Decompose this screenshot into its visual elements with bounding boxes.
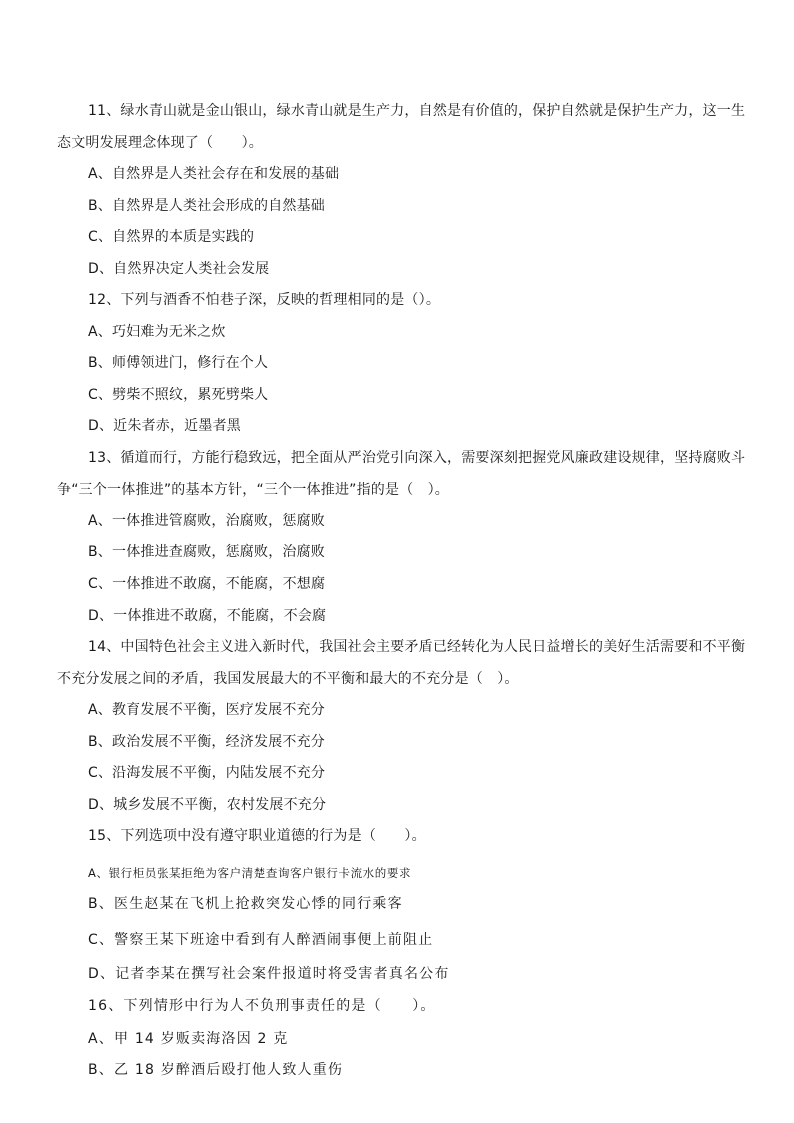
question-11-option-d: D、自然界决定人类社会发展	[88, 261, 270, 277]
question-12-stem-line1: 12、下列与酒香不怕巷子深，反映的哲理相同的是（）。	[88, 292, 441, 308]
question-14-stem-line2: 不充分发展之间的矛盾，我国发展最大的不平衡和最大的不充分是（ ）。	[57, 671, 519, 687]
question-14-option-a: A、教育发展不平衡，医疗发展不充分	[88, 702, 325, 718]
question-11-stem-line1: 11、绿水青山就是金山银山，绿水青山就是生产力，自然是有价值的，保护自然就是保护生产力，这一生	[88, 103, 746, 119]
question-13-option-b: B、一体推进查腐败，惩腐败，治腐败	[88, 544, 326, 560]
question-12-option-a: A、巧妇难为无米之炊	[88, 324, 226, 340]
question-13-option-c: C、一体推进不敢腐，不能腐，不想腐	[88, 576, 326, 592]
question-16-option-b: B、乙 18 岁醉酒后殴打他人致人重伤	[88, 1062, 344, 1078]
question-15-option-c: C、警察王某下班途中看到有人醉酒闹事便上前阻止	[88, 932, 434, 948]
question-11-option-b: B、自然界是人类社会形成的自然基础	[88, 198, 326, 214]
question-12-option-d: D、近朱者赤，近墨者黑	[88, 418, 241, 434]
question-11-option-a: A、自然界是人类社会存在和发展的基础	[88, 166, 340, 182]
question-13-option-d: D、一体推进不敢腐，不能腐，不会腐	[88, 608, 327, 624]
question-11-stem-line2: 态文明发展理念体现了（ ）。	[57, 135, 263, 151]
question-14-stem-line1: 14、中国特色社会主义进入新时代，我国社会主要矛盾已经转化为人民日益增长的美好生活需要和不平衡	[88, 639, 746, 655]
question-12-option-c: C、劈柴不照纹，累死劈柴人	[88, 387, 269, 403]
question-15-option-a: A、银行柜员张某拒绝为客户清楚查询客户银行卡流水的要求	[88, 866, 412, 880]
question-15-option-b: B、医生赵某在飞机上抢救突发心悸的同行乘客	[88, 896, 403, 912]
question-15-option-d: D、记者李某在撰写社会案件报道时将受害者真名公布	[88, 966, 450, 982]
question-15-stem-line1: 15、下列选项中没有遵守职业道德的行为是（ ）。	[88, 828, 426, 844]
question-13-stem-line1: 13、循道而行，方能行稳致远，把全面从严治党引向深入，需要深刻把握党风廉政建设规律，坚持腐败斗	[88, 450, 746, 466]
question-12-option-b: B、师傅领进门，修行在个人	[88, 355, 269, 371]
question-11-option-c: C、自然界的本质是实践的	[88, 229, 255, 245]
question-13-stem-line2: 争“三个一体推进”的基本方针，“三个一体推进”指的是（ ）。	[57, 482, 450, 498]
question-14-option-c: C、沿海发展不平衡，内陆发展不充分	[88, 765, 326, 781]
question-13-option-a: A、一体推进管腐败，治腐败，惩腐败	[88, 513, 325, 529]
question-14-option-b: B、政治发展不平衡，经济发展不充分	[88, 734, 326, 750]
question-16-option-a: A、甲 14 岁贩卖海洛因 2 克	[88, 1031, 289, 1047]
question-16-stem-line1: 16、下列情形中行为人不负刑事责任的是（ ）。	[88, 998, 436, 1014]
question-14-option-d: D、城乡发展不平衡，农村发展不充分	[88, 797, 327, 813]
